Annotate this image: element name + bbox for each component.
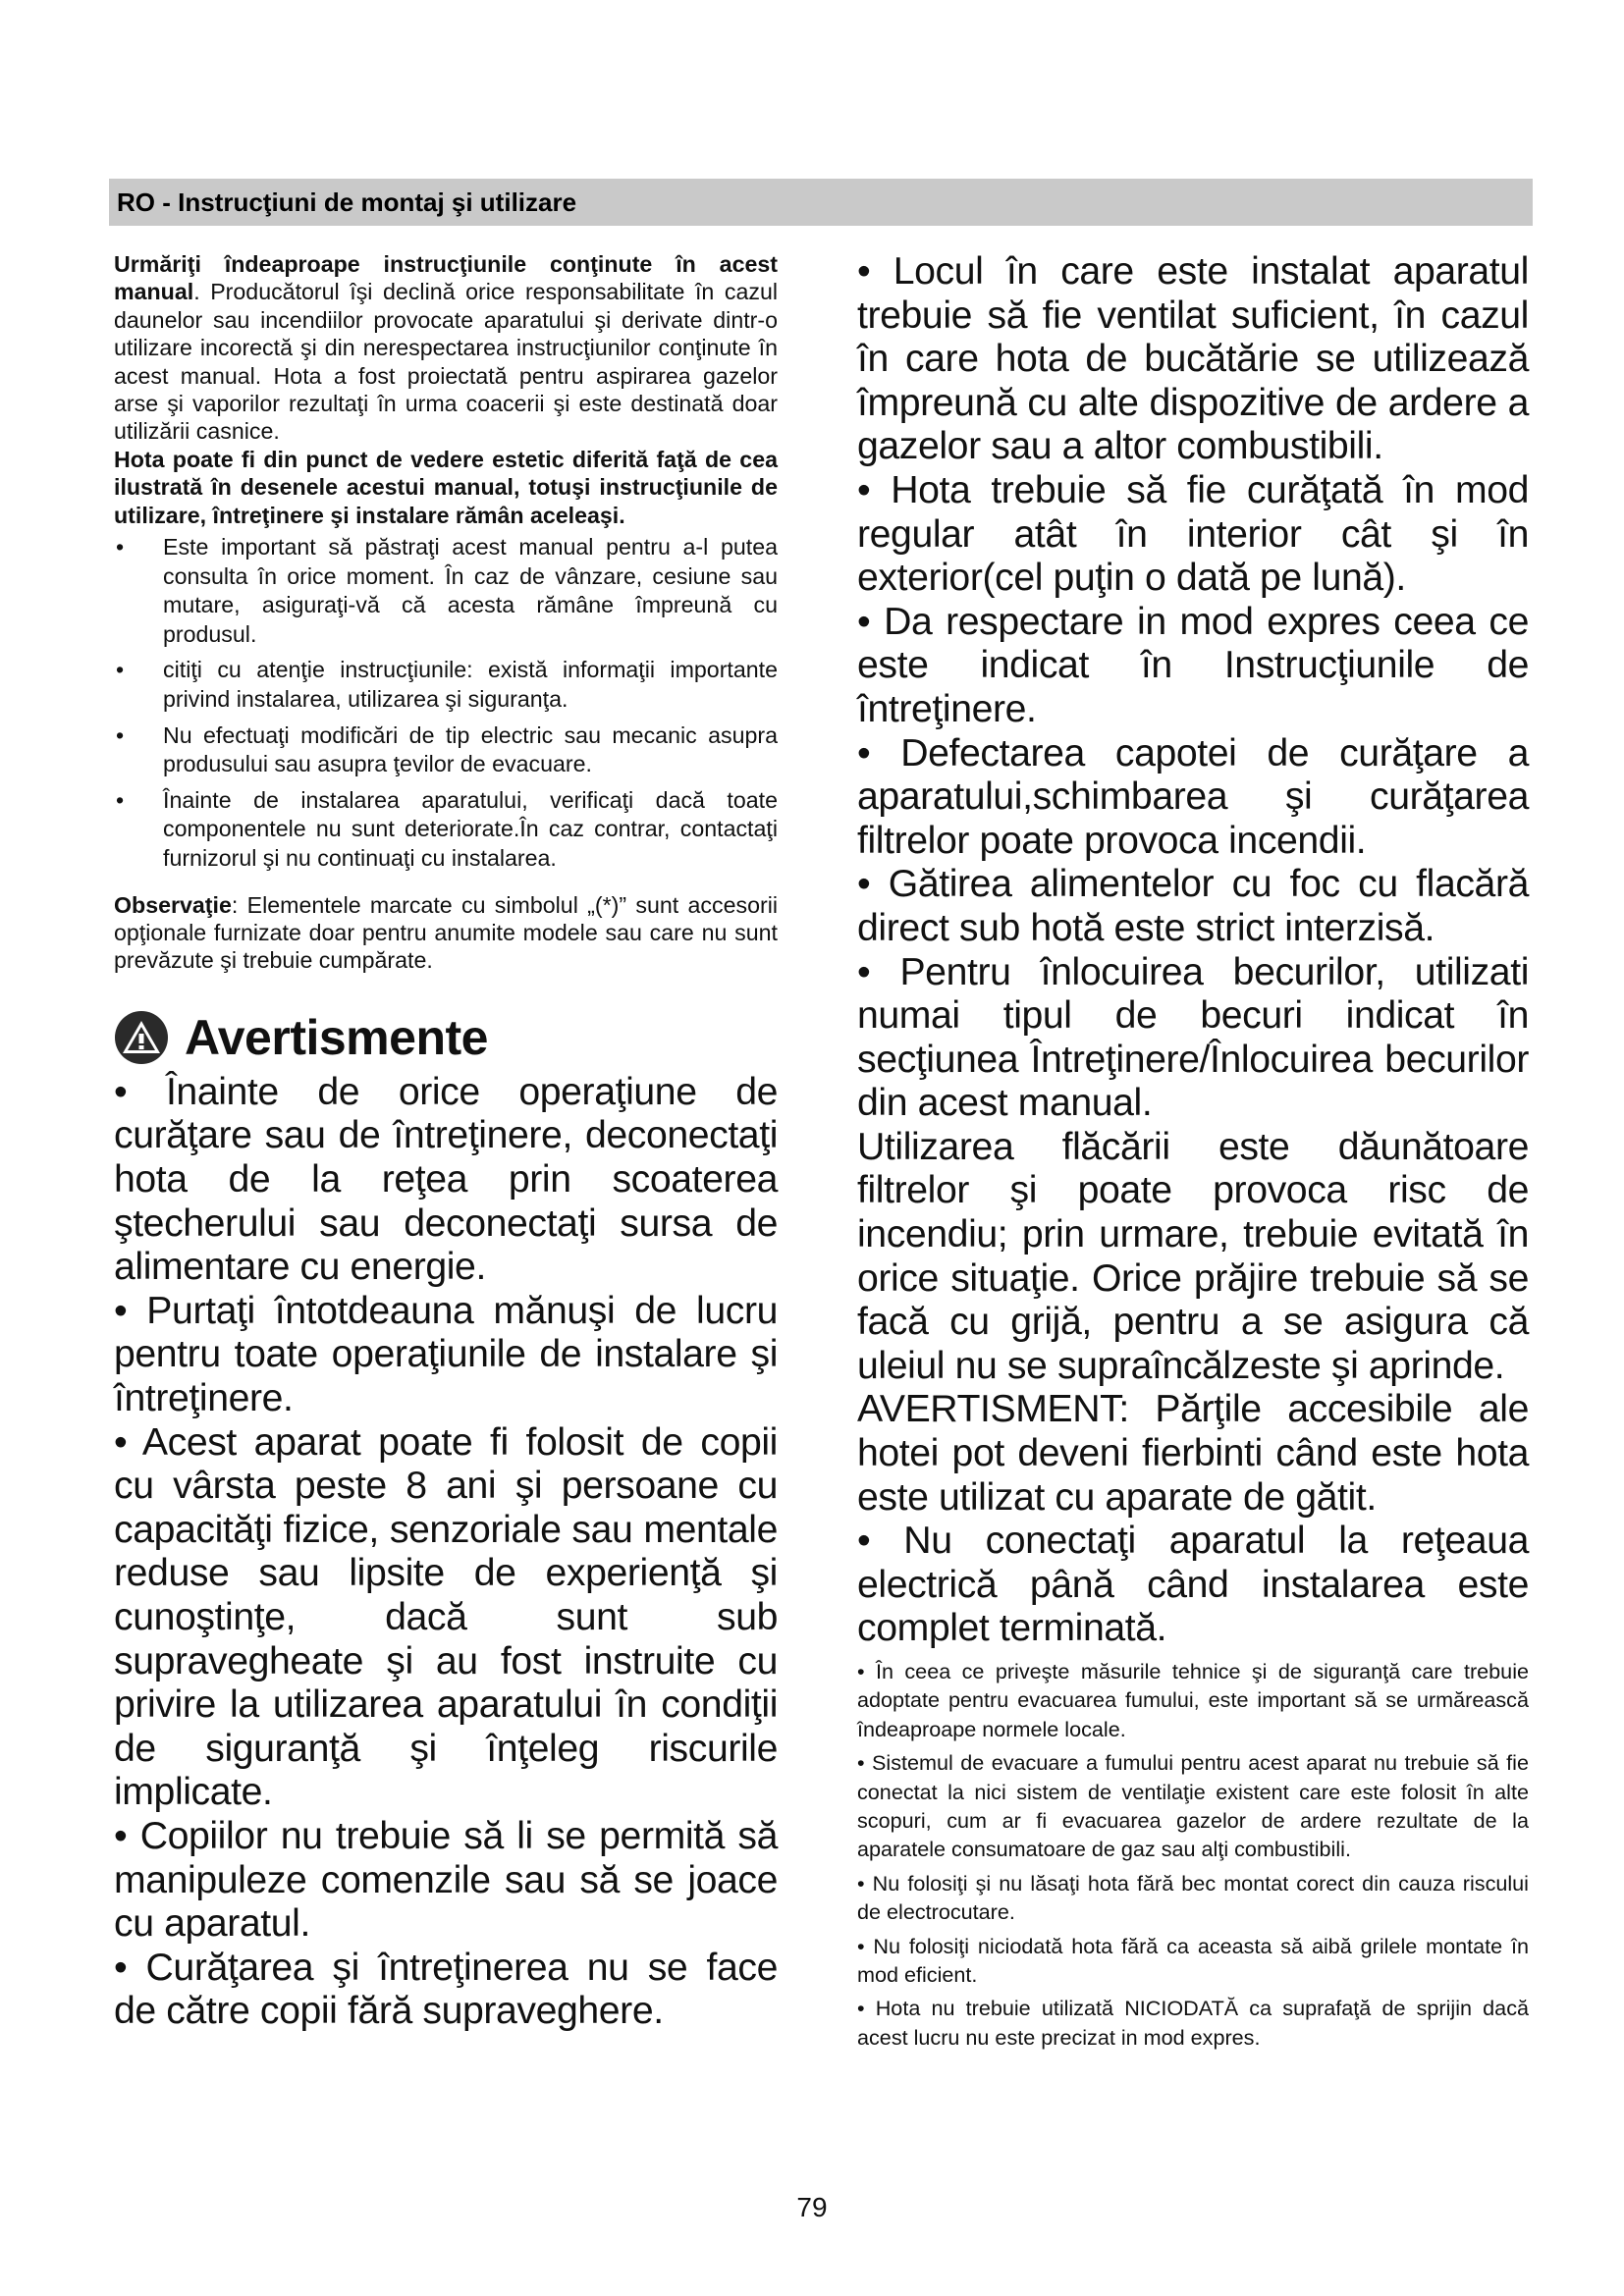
intro-paragraph (114, 250, 778, 446)
page-number: 79 (796, 2192, 828, 2222)
warning-item: • Curăţarea şi întreţinerea nu se face de către copii fără supraveghere. (114, 1946, 778, 2033)
list-item: • Este important să păstraţi acest manual pentru a-l putea consulta în orice moment. În caz de vânzare, cesiune sau mutare, asiguraţi-vă că acesta rămâne împreună cu produsul. (114, 533, 778, 649)
warning-item: • Locul în care este instalat aparatul trebuie să fie ventilat suficient, în cazul în care hota de bucătărie se utilizează împreună cu alte dispozitive de ardere a gazelor sau a altor combustibili. (857, 250, 1529, 468)
warning-item: • Da respectare in mod expres ceea ce este indicat în Instrucţiunile de întreţinere. (857, 600, 1529, 730)
warning-item: Utilizarea flăcării este dăunătoare filtrelor şi poate provoca risc de incendiu; prin urmare, trebuie evitată în orice situaţie. Orice prăjire trebuie să se facă cu grijă, pentru a se asigura că uleiul nu se supraîncălzeste şi aprinde. (857, 1125, 1529, 1387)
section-header (109, 179, 1533, 226)
warnings-heading (114, 1008, 778, 1067)
warning-item-small: • Nu folosiţi niciodată hota fără ca aceasta să aibă grilele montate în mod eficient. (857, 1933, 1529, 1988)
observation-label: Observaţie (114, 891, 232, 918)
intro-block (114, 250, 778, 975)
warning-item: • Gătirea alimentelor cu foc cu flacără direct sub hotă este strict interzisă. (857, 863, 1529, 949)
warnings-right-list (857, 250, 1529, 1651)
list-item: • citiţi cu atenţie instrucţiunile: există informaţii importante privind instalarea, utilizarea şi siguranţa. (114, 656, 778, 714)
warning-item: • Hota trebuie să fie curăţată în mod regular atât în interior cât şi în exterior(cel puţin o dată pe lună). (857, 468, 1529, 600)
list-item: • Înainte de instalarea aparatului, verificaţi dacă toate componentele nu sunt deteriorate.În caz contrar, contactaţi furnizorul şi nu continuaţi cu instalarea. (114, 786, 778, 874)
warning-item-small: • În ceea ce priveşte măsurile tehnice şi de siguranţă care trebuie adoptate pentru evacuarea fumului, este important să se urmărească îndeaproape normele locale. (857, 1659, 1529, 1741)
left-column (114, 250, 778, 2034)
right-column (857, 250, 1529, 2056)
warnings-left-list (114, 1071, 778, 2034)
warning-item: • Nu conectaţi aparatul la reţeaua electrică până când instalarea este complet terminată. (857, 1520, 1529, 1650)
observation-note (114, 891, 778, 975)
warning-item: • Înainte de orice operaţiune de curăţare sau de întreţinere, deconectaţi hota de la reţea prin scoaterea ştecherului sau deconectaţi sursa de alimentare cu energie. (114, 1070, 778, 1289)
warning-item: • Copiilor nu trebuie să li se permită să manipuleze comenzile sau să se joace cu aparatul. (114, 1814, 778, 1946)
section-title: RO - Instrucţiuni de montaj şi utilizare (117, 187, 577, 217)
aesthetic-note: Hota poate fi din punct de vedere estetic diferită faţă de cea ilustrată în desenele acestui manual, totuşi instrucţiunile de utilizare, întreţinere şi instalare rămân aceleaşi. (114, 446, 778, 528)
warning-item-small: • Nu folosiţi şi nu lăsaţi hota fără bec montat corect din cauza riscului de electrocutare. (857, 1870, 1529, 1925)
warnings-title: Avertismente (185, 1009, 488, 1065)
warning-item: • Purtaţi întotdeauna mănuşi de lucru pentru toate operaţiunile de instalare şi întreţinere. (114, 1289, 778, 1419)
list-item: • Nu efectuaţi modificări de tip electric sau mecanic asupra produsului sau asupra ţevilor de evacuare. (114, 721, 778, 779)
warning-item-small: • Hota nu trebuie utilizată NICIODATĂ ca suprafaţă de sprijin dacă acest lucru nu este precizat in mod expres. (857, 1996, 1529, 2050)
intro-bullet-list (114, 533, 778, 874)
warnings-right-small-list (857, 1657, 1529, 2052)
warning-triangle-icon (114, 1010, 169, 1065)
intro-lead-bold: Urmăriţi îndeaproape instrucţiunile conţinute în acest manual (114, 251, 778, 305)
warning-item: AVERTISMENT: Părţile accesibile ale hotei pot deveni fierbinti când este hota este utilizat cu aparate de gătit. (857, 1388, 1529, 1519)
warning-item: • Defectarea capotei de curăţare a aparatului,schimbarea şi curăţarea filtrelor poate provoca incendii. (857, 731, 1529, 862)
observation-text: : Elementele marcate cu simbolul „(*)” sunt accesorii opţionale furnizate doar pentru anumite modele sau care nu sunt prevăzute şi trebuie cumpărate. (114, 891, 778, 974)
warning-item: • Pentru înlocuirea becurilor, utilizati numai tipul de becuri indicat în secţiunea Întreţinere/Înlocuirea becurilor din acest manual. (857, 950, 1529, 1125)
intro-lead-rest: . Producătorul îşi declină orice responsabilitate în cazul daunelor sau incendiilor provocate aparatului şi derivate dintr-o utilizare incorectă şi din nerespectarea instrucţiunilor conţinute în acest manual. Hota a fost proiectată pentru aspirarea gazelor arse şi vaporilor rezultaţi în urma coacerii şi este destinată doar utilizării casnice. (114, 279, 778, 445)
warning-item: • Acest aparat poate fi folosit de copii cu vârsta peste 8 ani şi persoane cu capacităţi fizice, senzoriale sau mentale reduse sau lipsite de experienţă şi cunoştinţe, dacă sunt sub supravegheate şi au fost instruite cu privire la utilizarea aparatului în condiţii de siguranţă şi înţeleg riscurile implicate. (114, 1420, 778, 1814)
warning-item-small: • Sistemul de evacuare a fumului pentru acest aparat nu trebuie să fie conectat la nici sistem de ventilaţie existent care este folosit în alte scopuri, cum ar fi evacuarea gazelor de ardere rezultate de la aparatele consumatoare de gaz sau alţi combustibili. (857, 1750, 1529, 1862)
